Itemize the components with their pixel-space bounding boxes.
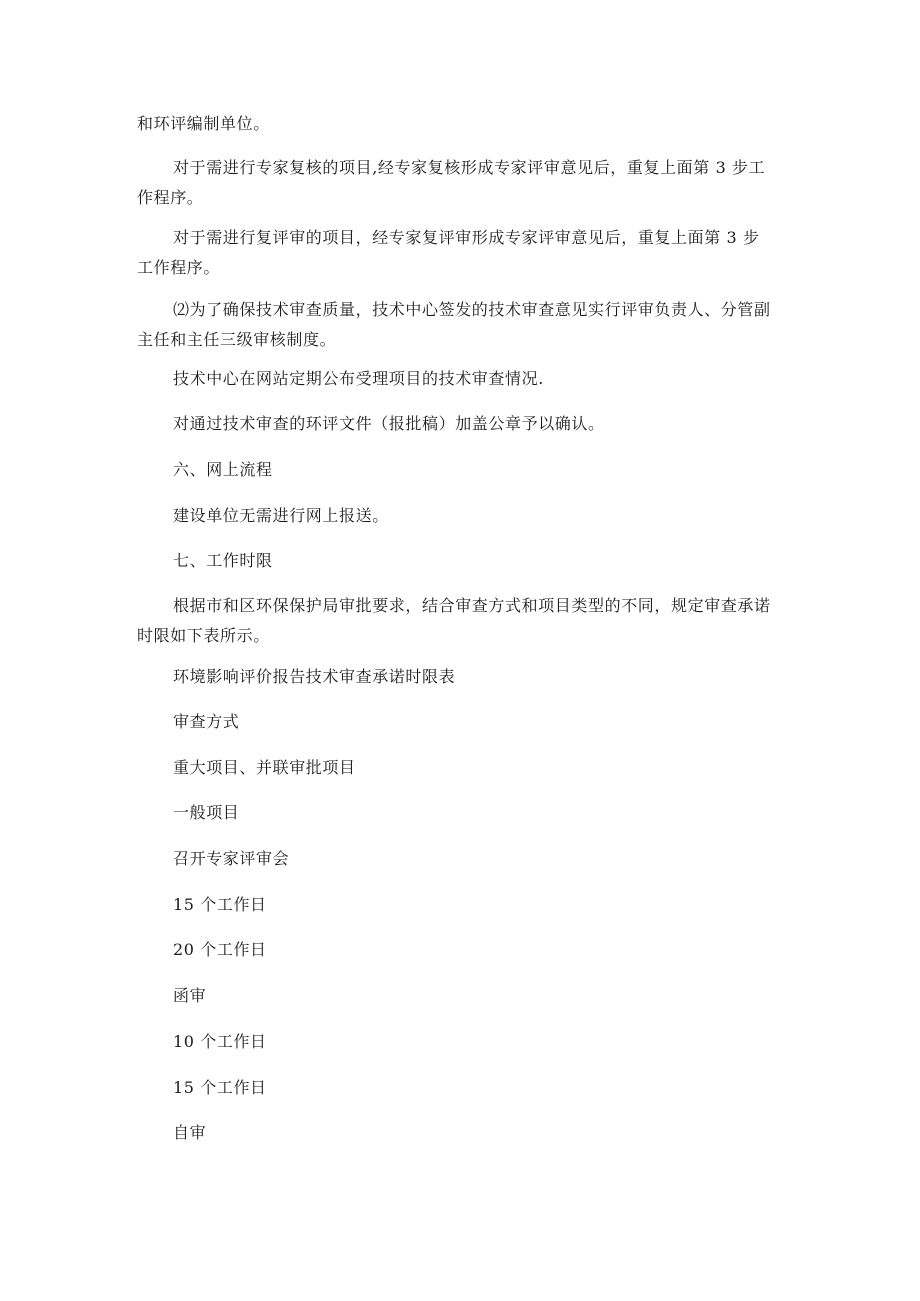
table-cell-review-method: 审查方式 xyxy=(173,712,240,731)
paragraph-continuation: 和环评编制单位。 xyxy=(137,114,270,133)
section-heading-time-limit: 七、工作时限 xyxy=(173,551,273,570)
section-heading-online-process: 六、网上流程 xyxy=(173,460,273,479)
table-cell-letter-review: 函审 xyxy=(173,986,207,1005)
paragraph-time-limit-intro: 根据市和区环保保护局审批要求，结合审查方式和项目类型的不同，规定审查承诺时限如下表所示。 xyxy=(137,596,771,645)
table-cell-meeting-major-days: 15 个工作日 xyxy=(173,895,267,914)
table-cell-self-review: 自审 xyxy=(173,1123,207,1142)
table-cell-general-projects: 一般项目 xyxy=(173,803,240,822)
paragraph-re-review: 对于需进行复评审的项目，经专家复评审形成专家评审意见后，重复上面第 3 步工作程序。 xyxy=(137,228,760,277)
table-cell-meeting-general-days: 20 个工作日 xyxy=(173,940,267,959)
paragraph-stamp-confirm: 对通过技术审查的环评文件（报批稿）加盖公章予以确认。 xyxy=(173,414,605,433)
paragraph-publish-status: 技术中心在网站定期公布受理项目的技术审查情况. xyxy=(173,369,544,388)
paragraph-no-online-submission: 建设单位无需进行网上报送。 xyxy=(173,506,389,525)
paragraph-quality-assurance: ⑵为了确保技术审查质量，技术中心签发的技术审查意见实行评审负责人、分管副主任和主任三级审核制度。 xyxy=(137,300,771,349)
table-cell-letter-general-days: 15 个工作日 xyxy=(173,1078,267,1097)
paragraph-expert-review: 对于需进行专家复核的项目,经专家复核形成专家评审意见后，重复上面第 3 步工作程序。 xyxy=(137,158,766,207)
table-title: 环境影响评价报告技术审查承诺时限表 xyxy=(173,667,456,686)
table-cell-major-projects: 重大项目、并联审批项目 xyxy=(173,758,356,777)
table-cell-expert-meeting: 召开专家评审会 xyxy=(173,849,290,868)
table-cell-letter-major-days: 10 个工作日 xyxy=(173,1032,267,1051)
